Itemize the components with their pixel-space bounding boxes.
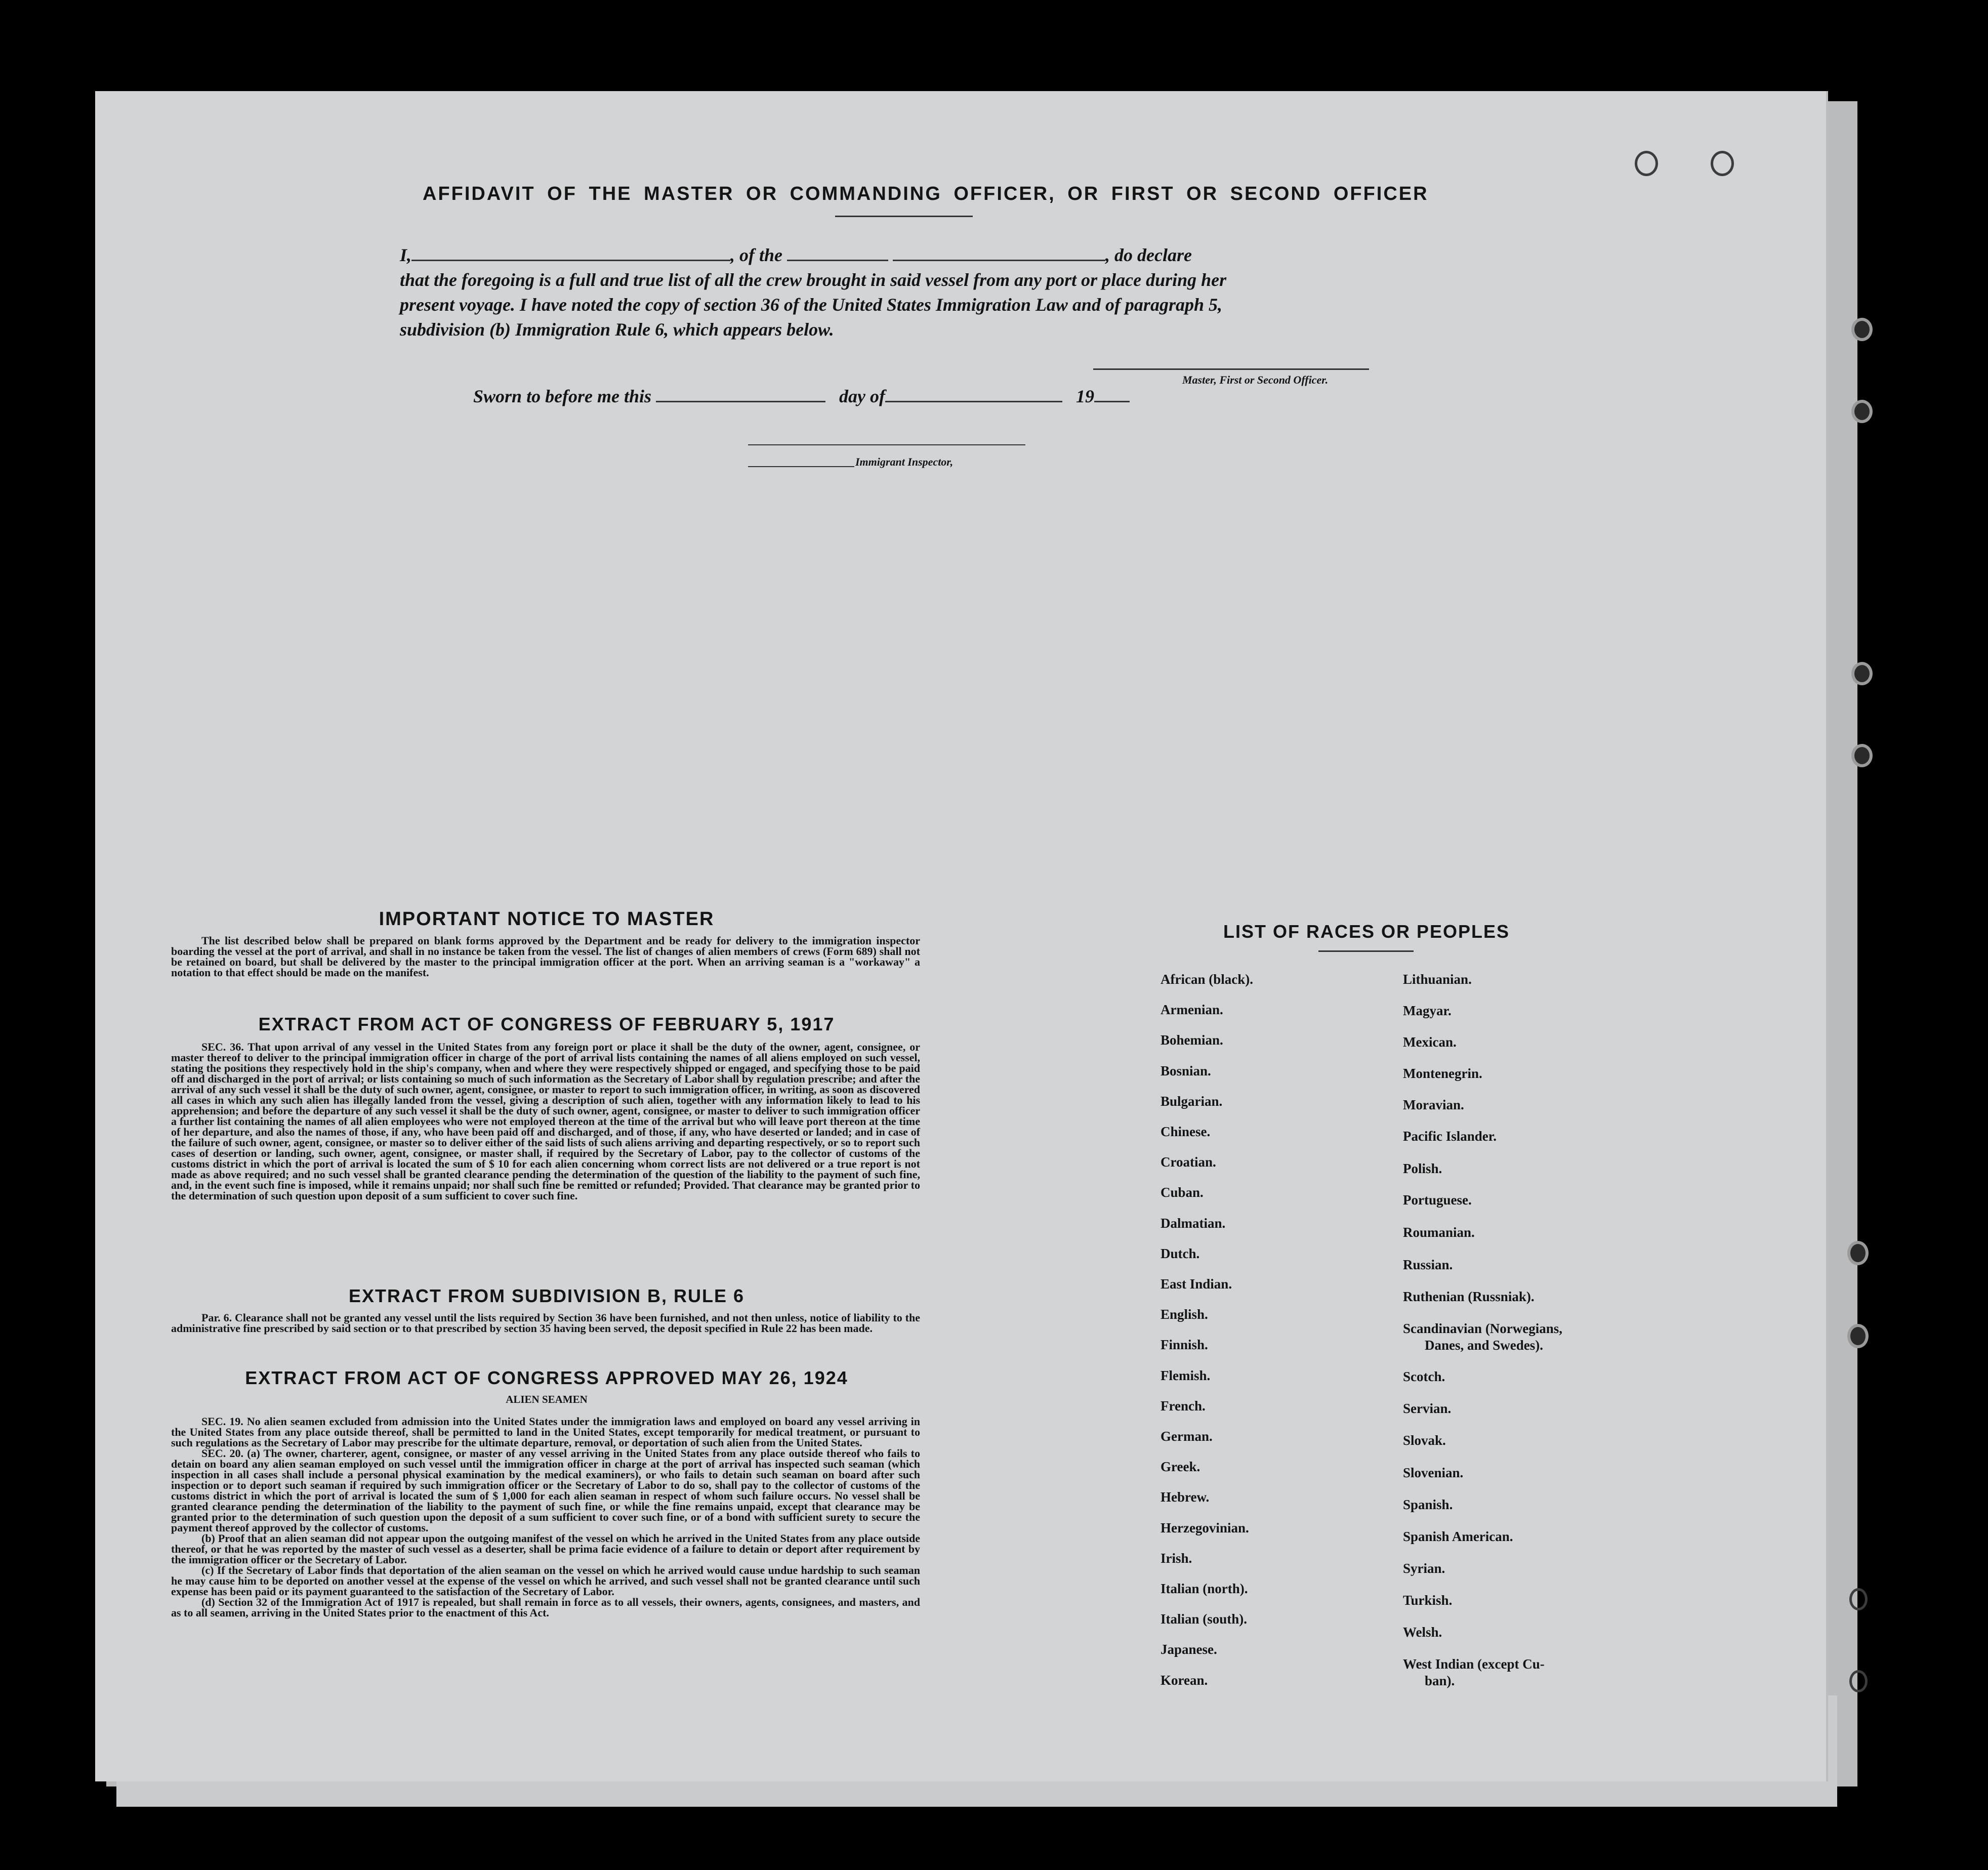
race-item: Scotch. [1403, 1369, 1445, 1384]
notice-text [171, 935, 920, 978]
day-of-text: day of [839, 386, 886, 406]
race-item: Polish. [1403, 1161, 1442, 1176]
race-item: Ruthenian (Russniak). [1403, 1289, 1535, 1304]
race-item: German. [1161, 1429, 1213, 1444]
race-item: Italian (north). [1161, 1581, 1248, 1596]
declaration-line-4: subdivision (b) Immigration Rule 6, which appears below. [400, 319, 834, 340]
vessel-blank-b[interactable] [893, 244, 1105, 261]
binder-hole [1847, 1241, 1869, 1265]
race-item: Italian (south). [1161, 1611, 1248, 1627]
binder-hole [1635, 151, 1658, 176]
race-item: Dutch. [1161, 1245, 1200, 1261]
race-item: Herzegovinian. [1161, 1520, 1249, 1535]
races-title-underline [1318, 950, 1414, 952]
sworn-line [473, 386, 1130, 407]
master-label: Master, First or Second Officer. [1182, 373, 1329, 386]
race-item: Spanish American. [1403, 1529, 1513, 1544]
par-6-paragraph: Par. 6. Clearance shall not be granted any vessel until the lists required by Section 36 have been furnished, and not then unless, notice of liability to the administrative fine prescribed by said section or to that prescribed by section 35 having been served, the deposit specified in Rule 22 has been made. [171, 1311, 920, 1335]
declaration-i: I, [400, 245, 412, 265]
name-blank[interactable] [411, 244, 730, 261]
race-item: Greek. [1161, 1459, 1200, 1475]
binder-hole [1851, 318, 1873, 341]
declaration-line-2: that the foregoing is a full and true list of all the crew brought in said vessel from any port or place during her [400, 270, 1227, 290]
notice-paragraph: The list described below shall be prepared on blank forms approved by the Department and be ready for delivery to the immigration inspector boarding the vessel at the port of arrival, and shall in no instance be taken from the vessel. The list of changes of alien members of crews (Form 689) shall not be retained on board, but shall be delivered by the master to the principal immigration officer at the port. When an arriving seaman is a "workaway" a notation to that effect should be made on the manifest. [171, 934, 920, 979]
month-blank[interactable] [885, 386, 1062, 402]
section-20b-paragraph: (b) Proof that an alien seaman did not appear upon the outgoing manifest of the vessel on which he arrived in the United States from any place outside thereof, or that he was reported by the master of such vessel as a deserter, shall be prima facie evidence of a failure to detain or deport after requirement by the immigration officer or the Secretary of Labor. [171, 1532, 920, 1566]
day-blank[interactable] [656, 386, 825, 402]
section-20-paragraph: SEC. 20. (a) The owner, charterer, agent, consignee, or master of any vessel arriving in the United States from any place outside thereof who fails to detain on board any alien seaman employed on such vessel until the immigration officer in charge at the port of arrival has inspected such seaman (which inspection in all cases shall include a personal physical examination by the medical examiners), or who fails to detain such seaman on board after such inspection or to deport such seaman if required by such immigration officer or the Secretary of Labor to do so, shall pay to the collector of customs of the customs district in which the port of arrival is located the sum of $ 1,000 for each alien seaman in respect of whom such failure occurs. No vessel shall be granted clearance pending the determination of the liability to the payment of such fine, or while the fine remains unpaid, except that clearance may be granted prior to the determination of such question upon the deposit of a sum sufficient to cover such fine, or of a bond with sufficient surety to secure the payment thereof approved by the collector of customs. [171, 1447, 920, 1534]
binder-hole [1851, 400, 1873, 423]
race-item: Servian. [1403, 1401, 1452, 1416]
binder-hole [1711, 151, 1734, 176]
race-item: French. [1161, 1398, 1206, 1414]
race-item: Roumanian. [1403, 1225, 1475, 1240]
race-item: Armenian. [1161, 1002, 1223, 1018]
affidavit-title: AFFIDAVIT OF THE MASTER OR COMMANDING OFFICER, OR FIRST OR SECOND OFFICER [423, 183, 1429, 204]
race-item: Cuban. [1161, 1185, 1204, 1200]
inspector-line-top [748, 444, 1025, 445]
binder-hole [1847, 1324, 1869, 1348]
declaration-do-declare: , do declare [1105, 245, 1192, 265]
race-item: Mexican. [1403, 1034, 1457, 1050]
extract-1917-text [171, 1042, 920, 1201]
section-20c-paragraph: (c) If the Secretary of Labor finds that deportation of the alien seaman on the vessel on which he arrived would cause undue hardship to such seaman he may cause him to be deported on another vessel at the expense of the vessel on which he arrived, and such vessel shall not be granted clearance until such expense has been paid or its payment guaranteed to the satisfaction of the Secretary of Labor. [171, 1564, 920, 1598]
sworn-text: Sworn to before me this [473, 386, 652, 406]
race-item: Russian. [1403, 1257, 1453, 1272]
race-item: East Indian. [1161, 1276, 1232, 1292]
binder-hole [1851, 662, 1873, 685]
master-signature-line[interactable] [1093, 368, 1369, 370]
race-item: Korean. [1161, 1672, 1208, 1688]
declaration-of-the: , of the [730, 245, 783, 265]
race-item: Slovak. [1403, 1433, 1446, 1448]
year-blank[interactable] [1094, 386, 1130, 402]
race-item: Dalmatian. [1161, 1215, 1226, 1231]
race-item: Lithuanian. [1403, 972, 1472, 987]
race-item: English. [1161, 1307, 1208, 1322]
race-item: Pacific Islander. [1403, 1129, 1497, 1144]
race-item: Croatian. [1161, 1154, 1216, 1170]
section-20d-paragraph: (d) Section 32 of the Immigration Act of 1917 is repealed, but shall remain in force as to all vessels, their owners, agents, consignees, and masters, and as to all seamen, arriving in the United States prior to the enactment of this Act. [171, 1596, 920, 1619]
race-item: Finnish. [1161, 1337, 1208, 1353]
race-item: Bohemian. [1161, 1032, 1223, 1048]
extract-rule6-text [171, 1312, 920, 1334]
race-item: Welsh. [1403, 1625, 1442, 1640]
binder-hole [1849, 1588, 1868, 1610]
binder-hole [1851, 744, 1873, 767]
race-item: West Indian (except Cu- [1403, 1656, 1545, 1672]
vessel-blank-a[interactable] [787, 244, 888, 261]
extract-1917-title: EXTRACT FROM ACT OF CONGRESS OF FEBRUARY 5, 1917 [258, 1014, 835, 1034]
extract-1924-subtitle: ALIEN SEAMEN [506, 1393, 588, 1405]
race-item: Slovenian. [1403, 1465, 1464, 1480]
extract-1924-title: EXTRACT FROM ACT OF CONGRESS APPROVED MAY 26, 1924 [245, 1367, 848, 1388]
race-item: Spanish. [1403, 1497, 1453, 1512]
race-item: Chinese. [1161, 1124, 1211, 1139]
declaration-line-3: present voyage. I have noted the copy of section 36 of the United States Immigration Law and of paragraph 5, [400, 295, 1222, 315]
declaration-line-1 [400, 243, 1372, 268]
binder-hole [1849, 1670, 1868, 1692]
races-title: LIST OF RACES OR PEOPLES [1223, 921, 1510, 942]
extract-rule6-title: EXTRACT FROM SUBDIVISION B, RULE 6 [348, 1285, 745, 1306]
race-item: Scandinavian (Norwegians, [1403, 1321, 1563, 1336]
inspector-signature-line[interactable] [748, 466, 854, 467]
race-item: ban). [1425, 1673, 1455, 1688]
year-prefix: 19 [1076, 386, 1095, 406]
notice-title: IMPORTANT NOTICE TO MASTER [379, 908, 715, 930]
race-item: Montenegrin. [1403, 1066, 1482, 1081]
race-item: Moravian. [1403, 1097, 1464, 1112]
inspector-label: Immigrant Inspector, [855, 455, 954, 468]
section-36-paragraph: SEC. 36. That upon arrival of any vessel in the United States from any foreign port or place it shall be the duty of the owner, agent, consignee, or master thereof to deliver to the principal immigration officer in charge of the port of arrival lists containing the names of all aliens employed on such vessel, stating the positions they respectively hold in the ship's company, when and where they were respectively shipped or engaged, and specifying those to be paid off and discharged in the port of arrival; or lists containing so much of such information as the Secretary of Labor shall by regulation prescribe; and after the arrival of any such vessel it shall be the duty of such owner, agent, consignee, or master to report to such immigration officer, in writing, as soon as discovered all cases in which any such alien has illegally landed from the vessel, giving a description of such alien, together with any information likely to lead to his apprehension; and before the departure of any such vessel it shall be the duty of such owner, agent, consignee, or master to deliver to such immigration officer a further list containing the names of all alien employees who were not employed thereon at the time of the arrival but who will leave port thereon at the time of her departure, and also the names of those, if any, who have been paid off and discharged, and of those, if any, who have deserted or landed; and in case of the failure of such owner, agent, consignee, or master so to deliver either of the said lists of such aliens arriving and departing respectively, or so to report such cases of desertion or landing, such owner, agent, consignee, or master shall, if required by the Secretary of Labor, pay to the collector of customs of the customs district in which the port of arrival is located the sum of $ 10 for each alien concerning whom correct lists are not delivered or a true report is not made as above required; and no such vessel shall be granted clearance pending the determination of the question of the liability to the payment of such fine, and, in the event such fine is imposed, while it remains unpaid; nor shall such fine be remitted or refunded; Provided. That clearance may be granted prior to the determination of such question upon deposit of a sum sufficient to cover such fine. [171, 1041, 920, 1202]
section-19-paragraph: SEC. 19. No alien seamen excluded from admission into the United States under the immigration laws and employed on board any vessel arriving in the United States from any place outside thereof, shall be permitted to land in the United States, except temporarily for medical treatment, or pursuant to such regulations as the Secretary of Labor may prescribe for the ultimate departure, removal, or deportation of such alien from the United States. [171, 1415, 920, 1449]
race-item: Bulgarian. [1161, 1093, 1223, 1109]
race-item: Danes, and Swedes). [1425, 1338, 1544, 1353]
declaration-text [400, 243, 1372, 342]
race-item: Syrian. [1403, 1561, 1445, 1576]
race-item: Turkish. [1403, 1593, 1453, 1608]
extract-1924-text [171, 1416, 920, 1618]
race-item: Irish. [1161, 1550, 1192, 1566]
race-item: Japanese. [1161, 1642, 1217, 1657]
race-item: Bosnian. [1161, 1063, 1211, 1078]
race-item: Hebrew. [1161, 1489, 1210, 1505]
race-item: Portuguese. [1403, 1192, 1472, 1208]
race-item: African (black). [1161, 972, 1253, 987]
race-item: Flemish. [1161, 1367, 1211, 1383]
race-item: Magyar. [1403, 1003, 1452, 1018]
title-underline [835, 216, 973, 217]
